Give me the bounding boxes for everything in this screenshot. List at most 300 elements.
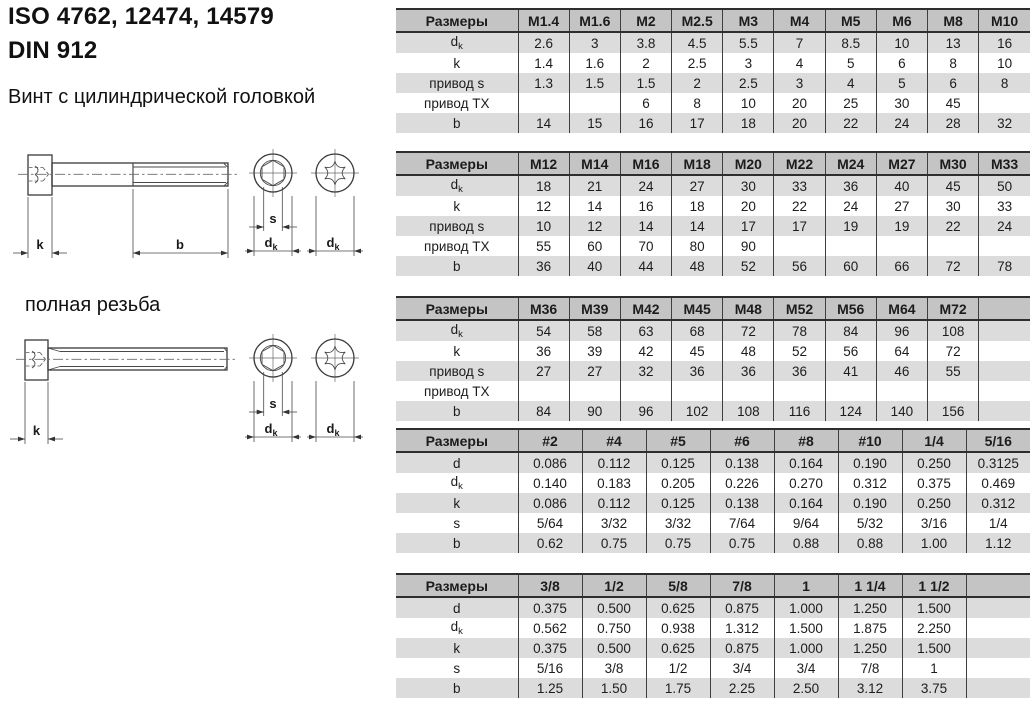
value-cell: 0.375 bbox=[518, 597, 582, 618]
value-cell: 1.500 bbox=[902, 638, 966, 658]
value-cell: 18 bbox=[518, 175, 569, 196]
row-label: b bbox=[396, 533, 518, 553]
spec-table-1 bbox=[396, 8, 1030, 133]
value-cell: 0.75 bbox=[710, 533, 774, 553]
value-cell: 4 bbox=[774, 53, 825, 73]
size-column-header: M45 bbox=[672, 297, 723, 320]
dim-label-dk: $d_k$ bbox=[264, 235, 278, 252]
dim-label-b: b bbox=[176, 237, 184, 252]
value-cell bbox=[966, 678, 1030, 698]
value-cell: 140 bbox=[876, 401, 927, 421]
value-cell: 52 bbox=[774, 341, 825, 361]
value-cell: 1.500 bbox=[774, 618, 838, 638]
value-cell: 16 bbox=[620, 113, 671, 133]
value-cell: 48 bbox=[672, 256, 723, 276]
value-cell: 3/16 bbox=[902, 513, 966, 533]
value-cell: 0.500 bbox=[582, 638, 646, 658]
value-cell: 0.190 bbox=[838, 493, 902, 513]
size-column-header: M22 bbox=[774, 152, 825, 175]
size-column-header: 1/2 bbox=[582, 574, 646, 597]
value-cell: 63 bbox=[620, 320, 671, 341]
value-cell bbox=[723, 381, 774, 401]
value-cell: 44 bbox=[620, 256, 671, 276]
value-cell: 66 bbox=[876, 256, 927, 276]
value-cell: 116 bbox=[774, 401, 825, 421]
value-cell: 0.112 bbox=[582, 493, 646, 513]
value-cell: 8.5 bbox=[825, 32, 876, 53]
value-cell: 7/8 bbox=[838, 658, 902, 678]
value-cell: 1.875 bbox=[838, 618, 902, 638]
value-cell: 108 bbox=[928, 320, 979, 341]
value-cell: 0.875 bbox=[710, 638, 774, 658]
row-label: $d_k$ bbox=[396, 175, 518, 196]
value-cell: 2.25 bbox=[710, 678, 774, 698]
value-cell: 3.12 bbox=[838, 678, 902, 698]
row-label: k bbox=[396, 638, 518, 658]
value-cell: 1.00 bbox=[902, 533, 966, 553]
value-cell: 33 bbox=[979, 196, 1030, 216]
size-column-header: M1.6 bbox=[569, 9, 620, 32]
value-cell: 36 bbox=[723, 361, 774, 381]
size-column-header: 3/8 bbox=[518, 574, 582, 597]
value-cell: 24 bbox=[825, 196, 876, 216]
value-cell: 27 bbox=[569, 361, 620, 381]
value-cell: 27 bbox=[672, 175, 723, 196]
value-cell bbox=[518, 93, 569, 113]
value-cell: 14 bbox=[518, 113, 569, 133]
value-cell: 2 bbox=[620, 53, 671, 73]
row-label: s bbox=[396, 658, 518, 678]
value-cell: 3/4 bbox=[710, 658, 774, 678]
value-cell bbox=[979, 361, 1030, 381]
value-cell: 10 bbox=[518, 216, 569, 236]
size-column-header: M56 bbox=[825, 297, 876, 320]
value-cell: 19 bbox=[825, 216, 876, 236]
value-cell: 16 bbox=[620, 196, 671, 216]
value-cell: 19 bbox=[876, 216, 927, 236]
value-cell: 32 bbox=[620, 361, 671, 381]
table-row bbox=[396, 381, 1030, 401]
size-column-header: 5/16 bbox=[966, 429, 1030, 452]
value-cell bbox=[876, 236, 927, 256]
size-column-header: M52 bbox=[774, 297, 825, 320]
row-label: привод TX bbox=[396, 236, 518, 256]
value-cell: 3 bbox=[723, 53, 774, 73]
value-cell: 17 bbox=[774, 216, 825, 236]
value-cell: 0.138 bbox=[710, 452, 774, 473]
value-cell: 0.226 bbox=[710, 473, 774, 493]
table-row bbox=[396, 493, 1030, 513]
row-label: привод s bbox=[396, 361, 518, 381]
value-cell: 6 bbox=[620, 93, 671, 113]
value-cell bbox=[979, 320, 1030, 341]
value-cell: 78 bbox=[774, 320, 825, 341]
value-cell: 4 bbox=[825, 73, 876, 93]
value-cell: 22 bbox=[825, 113, 876, 133]
row-label: $d_k$ bbox=[396, 32, 518, 53]
value-cell: 27 bbox=[518, 361, 569, 381]
size-column-header: M42 bbox=[620, 297, 671, 320]
value-cell bbox=[774, 236, 825, 256]
value-cell: 108 bbox=[723, 401, 774, 421]
value-cell: 36 bbox=[774, 361, 825, 381]
value-cell: 7 bbox=[774, 32, 825, 53]
value-cell: 30 bbox=[723, 175, 774, 196]
value-cell: 41 bbox=[825, 361, 876, 381]
value-cell: 56 bbox=[774, 256, 825, 276]
size-column-header: 1 1/4 bbox=[838, 574, 902, 597]
value-cell: 54 bbox=[518, 320, 569, 341]
value-cell: 22 bbox=[928, 216, 979, 236]
size-column-header: M10 bbox=[979, 9, 1030, 32]
table-row bbox=[396, 401, 1030, 421]
value-cell: 5 bbox=[876, 73, 927, 93]
size-column-header: M16 bbox=[620, 152, 671, 175]
value-cell bbox=[825, 381, 876, 401]
dim-label-s: s bbox=[269, 396, 277, 411]
full-thread-label: полная резьба bbox=[25, 294, 161, 316]
spec-table-4 bbox=[396, 428, 1030, 553]
value-cell: 5.5 bbox=[723, 32, 774, 53]
value-cell: 18 bbox=[723, 113, 774, 133]
row-label: d bbox=[396, 452, 518, 473]
size-column-header: M24 bbox=[825, 152, 876, 175]
value-cell: 0.190 bbox=[838, 452, 902, 473]
value-cell: 36 bbox=[518, 256, 569, 276]
value-cell: 0.086 bbox=[518, 452, 582, 473]
value-cell: 55 bbox=[928, 361, 979, 381]
value-cell: 12 bbox=[518, 196, 569, 216]
table-row bbox=[396, 597, 1030, 618]
table-row bbox=[396, 513, 1030, 533]
value-cell: 0.938 bbox=[646, 618, 710, 638]
value-cell: 124 bbox=[825, 401, 876, 421]
size-column-header: M39 bbox=[569, 297, 620, 320]
header-row bbox=[396, 574, 1030, 597]
value-cell: 45 bbox=[928, 175, 979, 196]
value-cell: 72 bbox=[723, 320, 774, 341]
value-cell: 1.75 bbox=[646, 678, 710, 698]
value-cell: 72 bbox=[928, 256, 979, 276]
value-cell: 17 bbox=[672, 113, 723, 133]
value-cell: 9/64 bbox=[774, 513, 838, 533]
value-cell bbox=[825, 236, 876, 256]
value-cell: 2.5 bbox=[672, 53, 723, 73]
value-cell: 0.62 bbox=[518, 533, 582, 553]
value-cell: 70 bbox=[620, 236, 671, 256]
value-cell: 72 bbox=[928, 341, 979, 361]
value-cell: 102 bbox=[672, 401, 723, 421]
row-label: b bbox=[396, 113, 518, 133]
value-cell: 68 bbox=[672, 320, 723, 341]
value-cell: 1.50 bbox=[582, 678, 646, 698]
value-cell bbox=[979, 381, 1030, 401]
value-cell: 78 bbox=[979, 256, 1030, 276]
value-cell: 18 bbox=[672, 196, 723, 216]
size-column-header: 1/4 bbox=[902, 429, 966, 452]
value-cell: 5/16 bbox=[518, 658, 582, 678]
value-cell: 30 bbox=[876, 93, 927, 113]
value-cell bbox=[569, 381, 620, 401]
value-cell: 25 bbox=[825, 93, 876, 113]
value-cell: 36 bbox=[518, 341, 569, 361]
size-column-header: #2 bbox=[518, 429, 582, 452]
value-cell: 40 bbox=[569, 256, 620, 276]
table-row bbox=[396, 361, 1030, 381]
dim-label-s: s bbox=[269, 211, 277, 226]
value-cell: 0.625 bbox=[646, 638, 710, 658]
standard-title-iso: ISO 4762, 12474, 14579 bbox=[8, 3, 274, 30]
size-column-header: 1 1/2 bbox=[902, 574, 966, 597]
size-column-header: #8 bbox=[774, 429, 838, 452]
value-cell: 24 bbox=[620, 175, 671, 196]
table-row bbox=[396, 113, 1030, 133]
value-cell: 1.5 bbox=[620, 73, 671, 93]
value-cell: 8 bbox=[979, 73, 1030, 93]
value-cell: 0.270 bbox=[774, 473, 838, 493]
size-column-header: M27 bbox=[876, 152, 927, 175]
row-label: привод s bbox=[396, 216, 518, 236]
dimension-column-header: Размеры bbox=[396, 574, 518, 597]
row-label: $d_k$ bbox=[396, 473, 518, 493]
value-cell: 0.164 bbox=[774, 452, 838, 473]
size-column-header: M2.5 bbox=[672, 9, 723, 32]
header-row bbox=[396, 297, 1030, 320]
table-row bbox=[396, 638, 1030, 658]
value-cell: 1.4 bbox=[518, 53, 569, 73]
value-cell: 0.500 bbox=[582, 597, 646, 618]
value-cell: 5 bbox=[825, 53, 876, 73]
value-cell: 0.140 bbox=[518, 473, 582, 493]
value-cell: 2.6 bbox=[518, 32, 569, 53]
size-column-header: M36 bbox=[518, 297, 569, 320]
value-cell bbox=[966, 597, 1030, 618]
value-cell: 3/32 bbox=[582, 513, 646, 533]
table-row bbox=[396, 618, 1030, 638]
value-cell: 1.12 bbox=[966, 533, 1030, 553]
value-cell: 1.3 bbox=[518, 73, 569, 93]
value-cell bbox=[979, 401, 1030, 421]
value-cell: 20 bbox=[774, 113, 825, 133]
table-row bbox=[396, 658, 1030, 678]
size-column-header: M3 bbox=[723, 9, 774, 32]
header-row bbox=[396, 9, 1030, 32]
value-cell: 50 bbox=[979, 175, 1030, 196]
value-cell: 3.8 bbox=[620, 32, 671, 53]
spec-table-3 bbox=[396, 296, 1030, 421]
value-cell: 46 bbox=[876, 361, 927, 381]
value-cell: 13 bbox=[928, 32, 979, 53]
value-cell bbox=[518, 381, 569, 401]
value-cell: 22 bbox=[774, 196, 825, 216]
size-column-header: M72 bbox=[928, 297, 979, 320]
value-cell: 14 bbox=[620, 216, 671, 236]
value-cell: 48 bbox=[723, 341, 774, 361]
table-row bbox=[396, 236, 1030, 256]
value-cell: 2 bbox=[672, 73, 723, 93]
size-column-header: #5 bbox=[646, 429, 710, 452]
size-column-header: M33 bbox=[979, 152, 1030, 175]
value-cell bbox=[774, 381, 825, 401]
row-label: $d_k$ bbox=[396, 618, 518, 638]
value-cell: 5/64 bbox=[518, 513, 582, 533]
value-cell: 24 bbox=[876, 113, 927, 133]
value-cell: 2.50 bbox=[774, 678, 838, 698]
size-column-header: M14 bbox=[569, 152, 620, 175]
value-cell: 16 bbox=[979, 32, 1030, 53]
table-row bbox=[396, 93, 1030, 113]
value-cell: 3 bbox=[569, 32, 620, 53]
table-row bbox=[396, 320, 1030, 341]
value-cell bbox=[966, 658, 1030, 678]
size-column-header: 1 bbox=[774, 574, 838, 597]
value-cell: 0.138 bbox=[710, 493, 774, 513]
row-label: k bbox=[396, 53, 518, 73]
value-cell: 0.3125 bbox=[966, 452, 1030, 473]
drawing-partial-thread bbox=[13, 149, 363, 258]
value-cell: 0.250 bbox=[902, 493, 966, 513]
value-cell bbox=[979, 341, 1030, 361]
value-cell: 17 bbox=[723, 216, 774, 236]
row-label: b bbox=[396, 401, 518, 421]
value-cell: 0.183 bbox=[582, 473, 646, 493]
dim-label-k: k bbox=[32, 423, 41, 438]
value-cell: 0.164 bbox=[774, 493, 838, 513]
dimension-column-header: Размеры bbox=[396, 297, 518, 320]
size-column-header: M5 bbox=[825, 9, 876, 32]
row-label: k bbox=[396, 341, 518, 361]
value-cell: 0.205 bbox=[646, 473, 710, 493]
value-cell: 42 bbox=[620, 341, 671, 361]
size-column-header: 5/8 bbox=[646, 574, 710, 597]
table-row bbox=[396, 256, 1030, 276]
row-label: b bbox=[396, 256, 518, 276]
value-cell: 96 bbox=[620, 401, 671, 421]
row-label: привод s bbox=[396, 73, 518, 93]
value-cell: 14 bbox=[569, 196, 620, 216]
size-column-header: M18 bbox=[672, 152, 723, 175]
value-cell: 7/64 bbox=[710, 513, 774, 533]
value-cell: 21 bbox=[569, 175, 620, 196]
value-cell: 24 bbox=[979, 216, 1030, 236]
value-cell: 8 bbox=[672, 93, 723, 113]
dim-label-dk: $d_k$ bbox=[326, 235, 340, 252]
value-cell: 0.75 bbox=[582, 533, 646, 553]
value-cell bbox=[672, 381, 723, 401]
value-cell: 10 bbox=[876, 32, 927, 53]
table-row bbox=[396, 533, 1030, 553]
size-column-header: #10 bbox=[838, 429, 902, 452]
value-cell: 1.250 bbox=[838, 638, 902, 658]
size-column-header: M48 bbox=[723, 297, 774, 320]
value-cell: 1.6 bbox=[569, 53, 620, 73]
row-label: k bbox=[396, 196, 518, 216]
value-cell bbox=[876, 381, 927, 401]
value-cell: 1.250 bbox=[838, 597, 902, 618]
table-row bbox=[396, 678, 1030, 698]
dimension-column-header: Размеры bbox=[396, 429, 518, 452]
value-cell: 15 bbox=[569, 113, 620, 133]
row-label: привод TX bbox=[396, 381, 518, 401]
value-cell: 40 bbox=[876, 175, 927, 196]
value-cell bbox=[928, 236, 979, 256]
size-column-header: M64 bbox=[876, 297, 927, 320]
size-column-header: M20 bbox=[723, 152, 774, 175]
value-cell: 1/4 bbox=[966, 513, 1030, 533]
value-cell: 3.75 bbox=[902, 678, 966, 698]
value-cell: 3/8 bbox=[582, 658, 646, 678]
value-cell: 20 bbox=[774, 93, 825, 113]
value-cell: 90 bbox=[723, 236, 774, 256]
value-cell: 0.562 bbox=[518, 618, 582, 638]
value-cell: 90 bbox=[569, 401, 620, 421]
dimension-column-header: Размеры bbox=[396, 152, 518, 175]
value-cell: 2.5 bbox=[723, 73, 774, 93]
value-cell: 0.086 bbox=[518, 493, 582, 513]
size-column-header: M2 bbox=[620, 9, 671, 32]
size-column-header: M12 bbox=[518, 152, 569, 175]
value-cell: 0.375 bbox=[902, 473, 966, 493]
value-cell: 0.469 bbox=[966, 473, 1030, 493]
header-row bbox=[396, 152, 1030, 175]
spec-table-5 bbox=[396, 573, 1030, 698]
value-cell: 1.25 bbox=[518, 678, 582, 698]
row-label: k bbox=[396, 493, 518, 513]
value-cell: 30 bbox=[928, 196, 979, 216]
value-cell: 1.312 bbox=[710, 618, 774, 638]
value-cell: 33 bbox=[774, 175, 825, 196]
value-cell bbox=[569, 93, 620, 113]
value-cell: 0.125 bbox=[646, 452, 710, 473]
table-row bbox=[396, 216, 1030, 236]
value-cell bbox=[979, 93, 1030, 113]
table-row bbox=[396, 32, 1030, 53]
standard-title-din: DIN 912 bbox=[8, 37, 98, 64]
value-cell: 8 bbox=[928, 53, 979, 73]
value-cell bbox=[979, 236, 1030, 256]
value-cell: 0.75 bbox=[646, 533, 710, 553]
value-cell: 0.125 bbox=[646, 493, 710, 513]
value-cell: 0.375 bbox=[518, 638, 582, 658]
size-column-header: M1.4 bbox=[518, 9, 569, 32]
value-cell: 10 bbox=[979, 53, 1030, 73]
value-cell: 60 bbox=[825, 256, 876, 276]
table-row bbox=[396, 452, 1030, 473]
table-row bbox=[396, 473, 1030, 493]
size-column-header: #4 bbox=[582, 429, 646, 452]
value-cell: 1.5 bbox=[569, 73, 620, 93]
row-label: b bbox=[396, 678, 518, 698]
size-column-header bbox=[979, 297, 1030, 320]
value-cell: 55 bbox=[518, 236, 569, 256]
value-cell bbox=[966, 638, 1030, 658]
dim-label-dk: $d_k$ bbox=[264, 421, 278, 438]
value-cell: 0.625 bbox=[646, 597, 710, 618]
dim-label-k: k bbox=[36, 237, 44, 252]
value-cell: 2.250 bbox=[902, 618, 966, 638]
value-cell: 3/32 bbox=[646, 513, 710, 533]
value-cell: 4.5 bbox=[672, 32, 723, 53]
value-cell: 1.000 bbox=[774, 638, 838, 658]
value-cell: 58 bbox=[569, 320, 620, 341]
value-cell: 27 bbox=[876, 196, 927, 216]
value-cell: 64 bbox=[876, 341, 927, 361]
table-row bbox=[396, 175, 1030, 196]
value-cell: 10 bbox=[723, 93, 774, 113]
table-row bbox=[396, 341, 1030, 361]
value-cell: 52 bbox=[723, 256, 774, 276]
row-label: привод TX bbox=[396, 93, 518, 113]
